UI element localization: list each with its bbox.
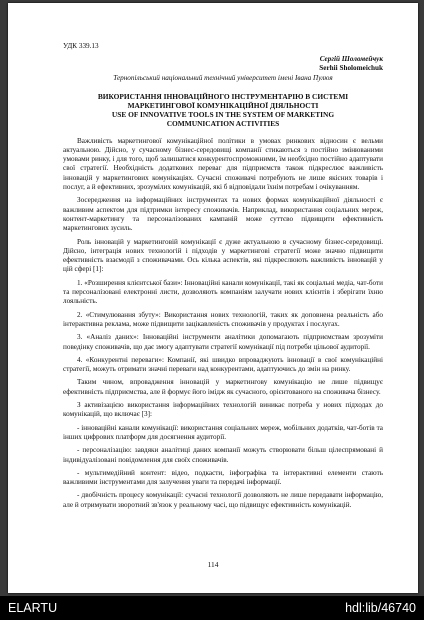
body-paragraph: 1. «Розширення клієнтської бази»: Інноваційні канали комунікації, такі як соціальні медіа, чат-боти та персоналізовані електронні листи, дозволяють компаніям залучати нових клієнтів і зберігати їхню лояльність. [63,278,383,306]
body-paragraph: 3. «Аналіз даних»: Інноваційні інструменти аналітики допомагають підприємствам зрозуміти поведінку споживачів, що дає змогу адаптувати стратегії комунікації під потреби цільової аудиторії. [63,333,383,351]
page-content [63,42,383,514]
repository-label: ELARTU [8,601,58,615]
handle-label: hdl:lib/46740 [345,601,416,615]
page-number: 114 [207,560,219,569]
title-line: USE OF INNOVATIVE TOOLS IN THE SYSTEM OF MARKETING [111,109,335,119]
title-line: МАРКЕТИНГОВОЇ КОМУНІКАЦІЙНОЇ ДІЯЛЬНОСТІ [127,100,319,110]
body-paragraph: З активізацією використання інформаційних технологій виникає потреба у нових підходах до комунікацій, що включає [3]: [63,401,383,419]
udk-code: УДК 339.13 [63,42,99,50]
article-title [63,92,383,128]
list-item: - інноваційні канали комунікації: використання соціальних мереж, мобільних додатків, чат-ботів та інших цифрових платформ для досягнення аудиторії. [63,423,383,441]
body-paragraph: 2. «Стимулювання збуту»: Використання нових технологій, таких як доповнена реальність або інтерактивна реклама, може підвищити зацікавленість споживачів у продуктах і послугах. [63,310,383,328]
author-name-uk: Сергій Шоломейчук [319,55,383,64]
affiliation: Тернопільський національний технічний університет імені Івана Пулюя [113,74,333,83]
title-line: COMMUNICATION ACTIVITIES [166,118,280,128]
list-item: - мультимедійний контент: відео, подкасти, інфографіка та інтерактивні елементи стають важливими інструментами для залучення уваги та передачі інформації. [63,468,383,487]
title-line: ВИКОРИСТАННЯ ІННОВАЦІЙНОГО ІНСТРУМЕНТАРІЮ В СИСТЕМІ [97,91,349,101]
body-paragraph: Таким чином, впровадження інновацій у маркетингову комунікацію не лише підвищує ефективність підприємства, але й формує його імідж як сучасного, орієнтованого на споживача бізнесу. [63,378,383,396]
body-paragraph: 4. «Конкурентні переваги»: Компанії, які швидко впроваджують інновації в свої комунікаційні стратегії, можуть отримати значні переваги над конкурентами, адаптуючись до змін на ринку. [63,355,383,374]
author-block [63,55,383,73]
viewer-footer-bar [0,596,424,620]
list-item: - персоналізацію: завдяки аналітиці даних компанії можуть створювати більш цілеспрямовані й індивідуалізовані повідомлення для своїх споживачів. [63,446,383,464]
body-paragraph: Важливість маркетингової комунікаційної політики в умовах ринкових відносин є вельми актуальною. Дійсно, у сучасному бізнес-середовищі компанії стикаються з постійно змінюваними умовами ринку, і для того, щоб залишатися конкурентоспроможними, їм необхідно постійно адаптувати свої стратегії. Необхідність додаткових переваг для підприємств також підкреслює важливість інновацій у маркетингових комунікаціях. Сучасні споживачі потребують не лише якісних товарів і послуг, а й ефективних, зрозумілих комунікацій, які б відповідали їхнім потребам і очікуванням. [63,136,383,192]
document-page [8,3,418,593]
list-item: - двобічність процесу комунікації: сучасні технології дозволяють не лише передавати інформацію, але й отримувати зворотний зв'язок у реальному часі, що підвищує ефективність комунікацій. [63,491,383,509]
body-paragraph: Зосередження на інформаційних інструментах та нових формах комунікаційної діяльності є важливим аспектом для підтримки інтересу споживачів. Наприклад, використання соціальних мереж, контент-маркетингу та персоналізованих кампаній може суттєво підвищити ефективність маркетингових зусиль. [63,196,383,233]
author-name-en: Serhii Sholomeichuk [319,64,383,73]
body-paragraph: Роль інновацій у маркетинговій комунікації є дуже актуальною в сучасному бізнес-середовищі. Дійсно, інтеграція нових технологій і підходів у маркетингові стратегії може значно підвищити ефективність взаємодії з споживачами. Ось кілька аспектів, які підкреслюють важливість інновацій у цій сфері [1]: [63,237,383,274]
